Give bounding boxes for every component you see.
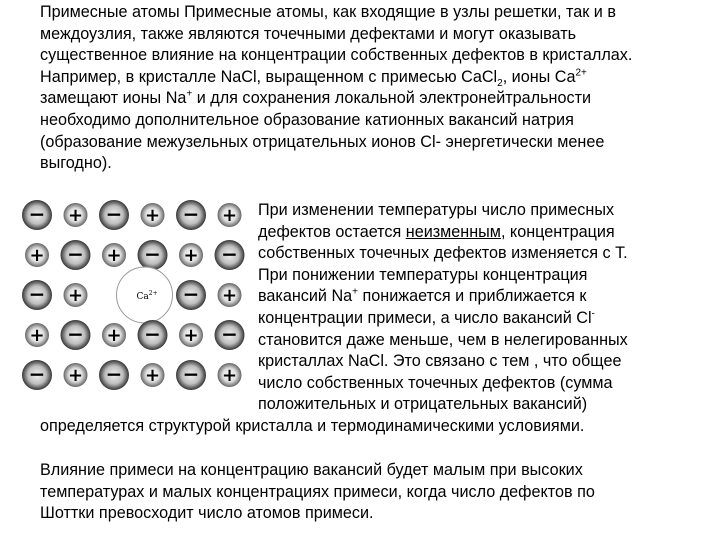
impurity-ca-ion (117, 267, 173, 323)
text-line: становится даже меньше, чем в нелегированных (258, 330, 628, 349)
cation-na-ion (218, 283, 242, 307)
text-line: собственных точечных дефектов изменяется с Т. (258, 244, 628, 263)
text-line: выгодно). (40, 154, 112, 173)
text-line: кристаллах NaCl. Это связано с тем , что общее (258, 352, 622, 371)
nacl-lattice-diagram (10, 195, 245, 395)
svg-text:+: + (106, 325, 122, 346)
anion-cl-ion (22, 200, 52, 230)
svg-text:−: − (28, 362, 46, 386)
text-line: При изменении температуры число примесных (258, 201, 615, 219)
anion-cl-ion (22, 280, 52, 310)
cation-na-ion (218, 203, 242, 227)
svg-text:+: + (144, 365, 161, 386)
text-line: Примесные атомы Примесные атомы, как входящие в узлы решетки, так и в (40, 3, 616, 21)
cation-na-ion (64, 203, 88, 227)
svg-text:+: + (183, 325, 199, 346)
cation-na-ion (64, 283, 88, 307)
svg-text:−: − (67, 242, 84, 266)
text-line: существенное влияние на концентрации собственных дефектов в кристаллах. (40, 46, 633, 65)
text-line: температурах и малых концентрациях примеси, когда число дефектов по (40, 482, 595, 501)
svg-text:+: + (221, 205, 238, 226)
text-line: концентрации примеси, а число вакансий Cl- (258, 308, 595, 327)
text-line: замещают ионы Na+ и для сохранения локальной электронейтральности (40, 88, 592, 108)
svg-text:+: + (183, 245, 199, 266)
anion-cl-ion (61, 320, 91, 350)
svg-text:−: − (28, 202, 46, 226)
svg-text:−: − (105, 202, 123, 226)
anion-cl-ion (215, 240, 245, 270)
svg-text:−: − (182, 362, 200, 386)
svg-text:−: − (144, 242, 161, 266)
svg-text:−: − (28, 282, 46, 306)
text-line: Влияние примеси на концентрацию вакансий будет малым при высоких (40, 461, 583, 479)
anion-cl-ion (22, 360, 52, 390)
cation-na-ion (179, 243, 203, 267)
svg-text:+: + (221, 365, 238, 386)
svg-text:−: − (221, 242, 238, 266)
svg-text:−: − (67, 322, 84, 346)
anion-cl-ion (138, 240, 168, 270)
cation-na-ion (64, 363, 88, 387)
anion-cl-ion (99, 360, 129, 390)
text-line: Шоттки превосходит число атомов примеси. (40, 504, 374, 523)
text-line: (образование межузельных отрицательных ионов Cl- энергетически менее (40, 132, 605, 151)
cation-na-ion (102, 243, 126, 267)
svg-text:−: − (182, 282, 200, 306)
anion-cl-ion (61, 240, 91, 270)
anion-cl-ion (99, 200, 129, 230)
svg-text:+: + (144, 205, 161, 226)
svg-text:+: + (29, 245, 45, 266)
svg-text:+: + (67, 285, 84, 306)
svg-text:+: + (221, 285, 238, 306)
text-line: число собственных точечных дефектов (сумма (258, 373, 613, 392)
cation-na-ion (179, 323, 203, 347)
svg-text:+: + (67, 205, 84, 226)
cation-na-ion (218, 363, 242, 387)
text-line: междоузлия, также являются точечными дефектами и могут оказывать (40, 24, 577, 43)
conclusion-paragraph (40, 460, 700, 525)
anion-cl-ion (138, 320, 168, 350)
svg-text:−: − (105, 362, 123, 386)
text-line: При понижении температуры концентрация (258, 265, 588, 284)
intro-paragraph (40, 2, 700, 175)
text-line: определяется структурой кристалла и термодинамическими условиями. (40, 417, 585, 435)
cation-na-ion (25, 243, 49, 267)
text-line: необходимо дополнительное образование катионных вакансий натрия (40, 110, 574, 129)
svg-text:Ca2+: $Ca^{2+}$ (136, 290, 158, 302)
cation-na-ion (102, 323, 126, 347)
text-line: положительных и отрицательных вакансий) (258, 395, 588, 414)
svg-text:−: − (144, 322, 161, 346)
svg-text:+: + (106, 245, 122, 266)
anion-cl-ion (176, 360, 206, 390)
svg-text:+: + (67, 365, 84, 386)
svg-text:−: − (182, 202, 200, 226)
anion-cl-ion (176, 200, 206, 230)
svg-text:+: + (29, 325, 45, 346)
anion-cl-ion (215, 320, 245, 350)
svg-text:−: − (221, 322, 238, 346)
text-line: вакансий Na+ понижается и приближается к (258, 287, 587, 306)
text-line: дефектов остается неизменным, концентрация (258, 222, 615, 241)
cation-na-ion (141, 203, 165, 227)
anion-cl-ion (176, 280, 206, 310)
text-line: Например, в кристалле NaCl, выращенном с примесью CaCl$_2$, ионы $Ca^{2+}$ (40, 67, 587, 90)
cation-na-ion (141, 363, 165, 387)
cation-na-ion (25, 323, 49, 347)
